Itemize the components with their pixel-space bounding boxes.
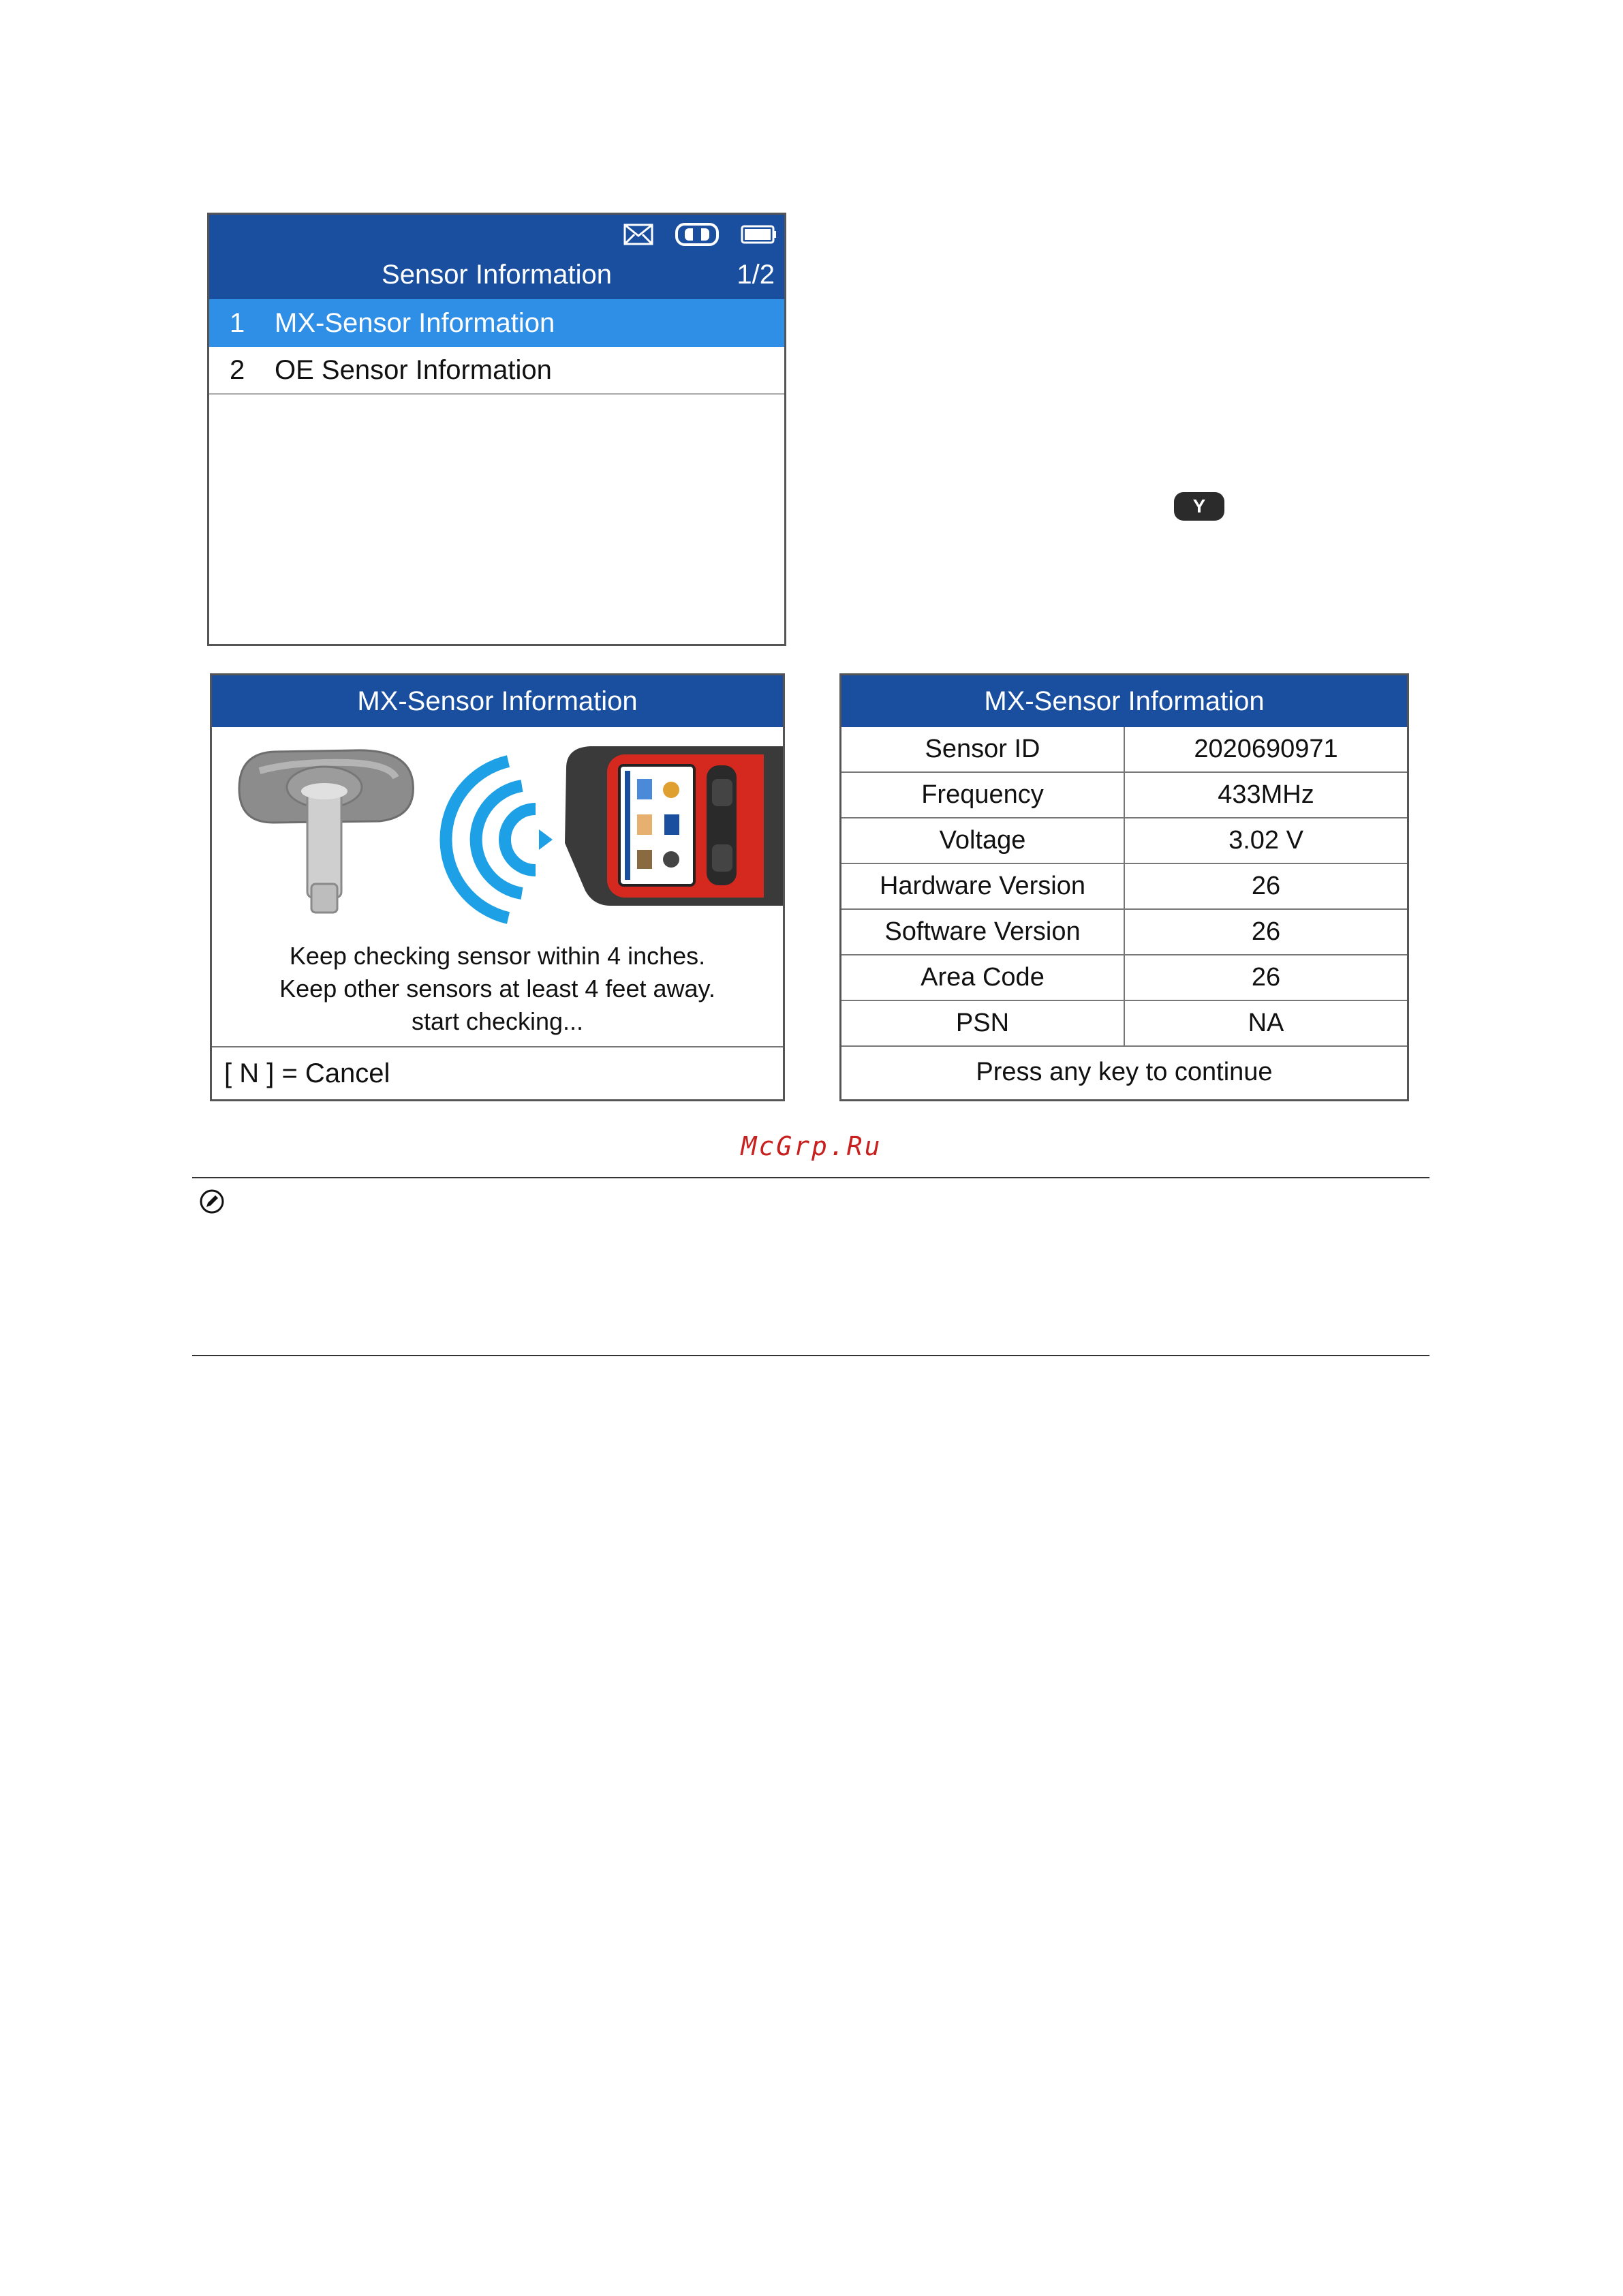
watermark-text: McGrp.Ru xyxy=(741,1131,882,1161)
continue-hint[interactable]: Press any key to continue xyxy=(841,1046,1407,1098)
mx-sensor-results-screen xyxy=(839,673,1409,1101)
table-row xyxy=(841,1000,1407,1046)
y-key-icon: Y xyxy=(1174,492,1224,521)
menu-item-mx-sensor-information[interactable] xyxy=(209,299,784,347)
screen-title: Sensor Information xyxy=(382,260,612,290)
row-value: 26 xyxy=(1124,955,1407,1000)
screen-header xyxy=(209,215,784,299)
screen-title: MX-Sensor Information xyxy=(841,675,1407,727)
row-label: Hardware Version xyxy=(841,863,1124,909)
row-label: Sensor ID xyxy=(841,727,1124,772)
message-line: Keep checking sensor within 4 inches. xyxy=(289,942,706,970)
table-row xyxy=(841,772,1407,818)
menu-item-number: 1 xyxy=(230,307,245,338)
row-value: NA xyxy=(1124,1000,1407,1046)
sensor-info-table xyxy=(841,727,1407,1098)
tpms-tool-icon xyxy=(565,746,783,906)
row-value: 26 xyxy=(1124,863,1407,909)
menu-item-label: OE Sensor Information xyxy=(275,354,552,385)
table-row xyxy=(841,863,1407,909)
menu-item-label: MX-Sensor Information xyxy=(275,307,555,338)
note-top-divider xyxy=(192,1177,1429,1178)
status-bar xyxy=(623,221,776,247)
row-label: Software Version xyxy=(841,909,1124,955)
table-row xyxy=(841,818,1407,863)
message-line: Keep other sensors at least 4 feet away. xyxy=(279,975,715,1002)
checking-message xyxy=(212,940,783,1038)
cancel-hint[interactable]: [ N ] = Cancel xyxy=(212,1046,783,1099)
tpms-sensor-icon xyxy=(239,750,413,913)
table-row xyxy=(841,727,1407,772)
menu-item-number: 2 xyxy=(230,354,245,385)
screen-title: MX-Sensor Information xyxy=(212,675,783,727)
row-label: Voltage xyxy=(841,818,1124,863)
battery-icon xyxy=(741,224,776,245)
message-line: start checking... xyxy=(411,1007,584,1035)
page-indicator: 1/2 xyxy=(737,260,775,290)
sensor-scan-illustration xyxy=(212,727,783,938)
wireless-signal-icon xyxy=(446,761,553,918)
menu-item-oe-sensor-information[interactable] xyxy=(209,347,784,395)
row-label: PSN xyxy=(841,1000,1124,1046)
row-value: 26 xyxy=(1124,909,1407,955)
row-label: Frequency xyxy=(841,772,1124,818)
table-footer-row xyxy=(841,1046,1407,1098)
row-value: 433MHz xyxy=(1124,772,1407,818)
row-value: 2020690971 xyxy=(1124,727,1407,772)
sensor-information-screen xyxy=(207,213,786,646)
mail-icon xyxy=(623,224,653,245)
note-bottom-divider xyxy=(192,1355,1429,1356)
table-row xyxy=(841,955,1407,1000)
row-value: 3.02 V xyxy=(1124,818,1407,863)
mx-sensor-checking-screen xyxy=(210,673,785,1101)
row-label: Area Code xyxy=(841,955,1124,1000)
vci-connection-icon xyxy=(675,223,719,246)
note-pencil-icon xyxy=(199,1189,225,1214)
table-row xyxy=(841,909,1407,955)
